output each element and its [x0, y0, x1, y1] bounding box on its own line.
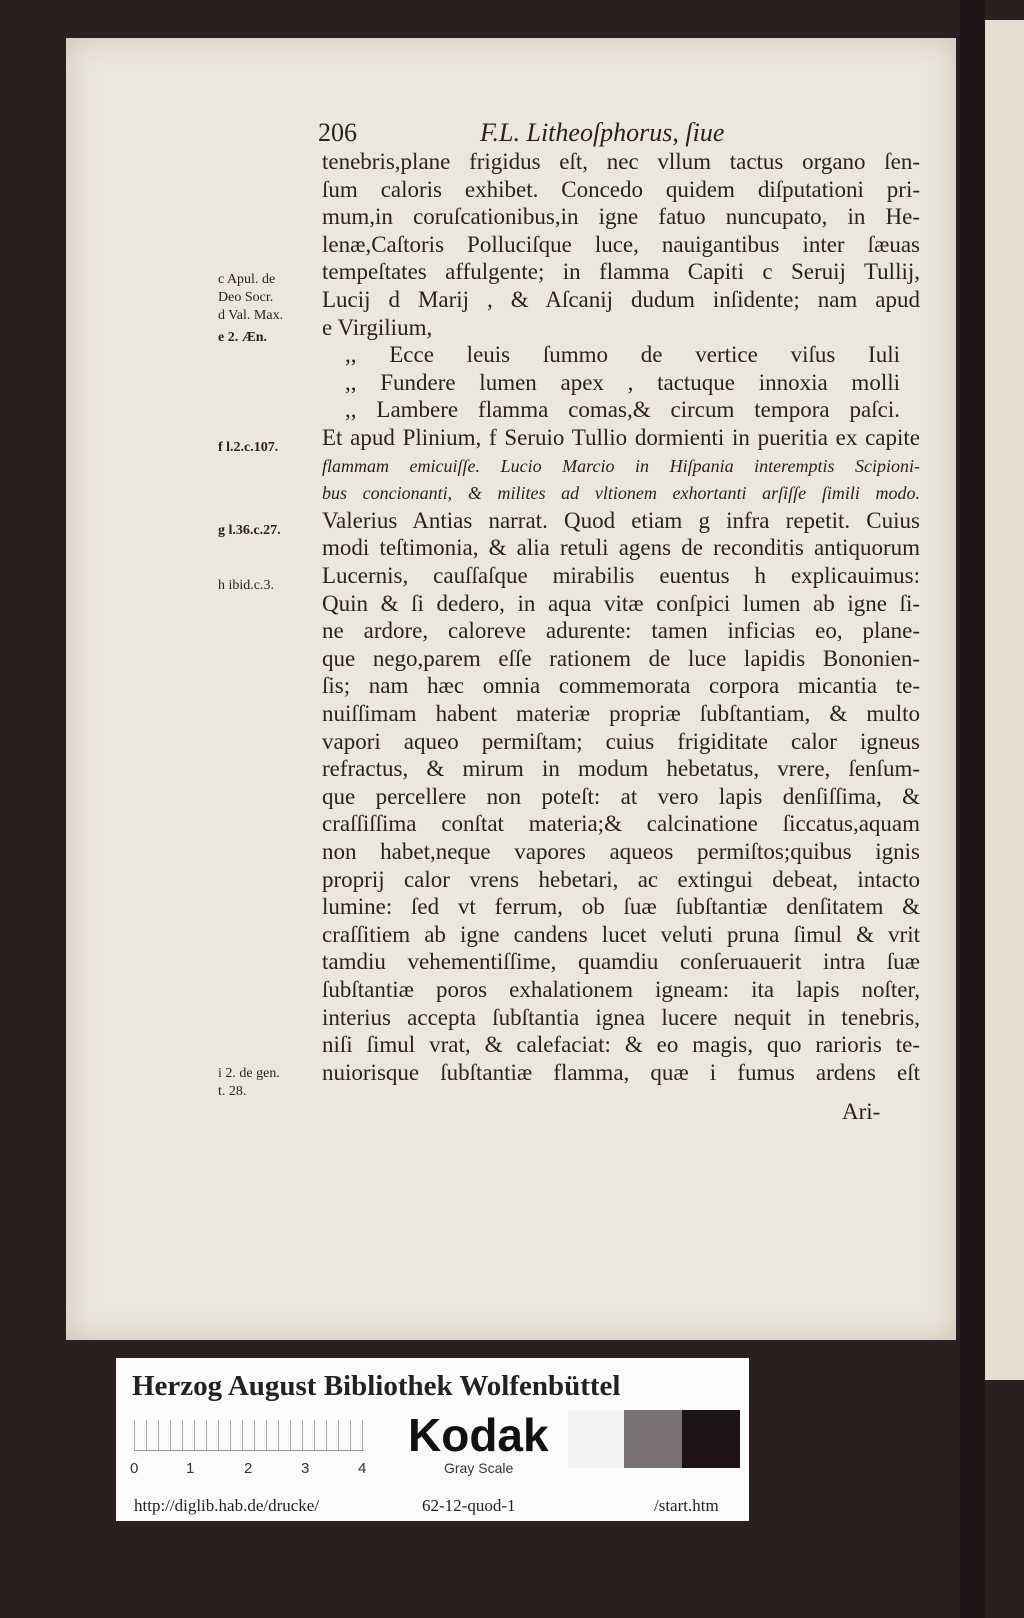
text-line: lenæ,Caſtoris Polluciſque luce, nauigantibus inter ſæuas — [322, 231, 920, 257]
text-line: e Virgilium, — [322, 314, 433, 340]
text-line: Quin & ſi dedero, in aqua vitæ conſpici lumen ab igne ſi- — [322, 590, 920, 616]
text-line: niſi ſimul vrat, & calefaciat: & eo magis, quo rarioris te- — [322, 1032, 920, 1058]
text-line: bus concionanti, & milites ad vltionem exhortanti arſiſſe ſimili modo. — [322, 483, 920, 504]
margin-note: h ibid.c.3. — [218, 578, 274, 593]
library-color-card — [116, 1358, 749, 1521]
text-line: lumine: ſed vt ferrum, ob ſuæ ſubſtantiæ denſitatem & — [322, 894, 920, 920]
gray-swatch — [568, 1410, 624, 1468]
text-line: Et apud Plinium, f Seruio Tullio dormienti in pueritia ex capite — [322, 425, 920, 450]
text-line: ſis; nam hæc omnia commemorata corpora micantia te- — [322, 673, 920, 699]
text-line: flammam emicuiſſe. Lucio Marcio in Hiſpania interemptis Scipioni- — [322, 455, 920, 476]
text-line: craſſiſſima conſtat materia;& calcinatione ſiccatus,aquam — [322, 811, 920, 837]
ruler-label: 2 — [244, 1460, 253, 1477]
margin-note: t. 28. — [218, 1084, 247, 1099]
text-line: que nego,parem eſſe rationem de luce lapidis Bononien- — [322, 645, 920, 671]
margin-note: d Val. Max. — [218, 308, 284, 323]
text-line: ,, Lambere flamma comas,& circum tempora paſci. — [345, 397, 900, 423]
margin-note: f l.2.c.107. — [218, 440, 279, 455]
facing-page-edge — [985, 20, 1024, 1380]
ruler-label: 0 — [130, 1460, 139, 1477]
text-line: ,, Ecce leuis ſummo de vertice viſus Iuli — [345, 342, 900, 368]
catchword: Ari- — [842, 1099, 881, 1124]
url-part: http://diglib.hab.de/drucke/ — [134, 1496, 320, 1515]
ruler-label: 3 — [301, 1460, 310, 1477]
text-line: ſum caloris exhibet. Concedo quidem diſputationi pri- — [322, 176, 920, 202]
text-line: ,, Fundere lumen apex , tactuque innoxia molli — [345, 369, 900, 395]
text-line: Lucernis, cauſſaſque mirabilis euentus h explicauimus: — [322, 563, 920, 588]
margin-note: c Apul. de — [218, 272, 276, 287]
ruler-label: 1 — [186, 1460, 195, 1477]
text-line: vapori aqueo permiſtam; cuius frigiditate calor igneus — [322, 728, 920, 754]
page-number: 206 — [318, 118, 357, 147]
url-part: /start.htm — [654, 1496, 719, 1515]
library-name: Herzog August Bibliothek Wolfenbüttel — [132, 1370, 621, 1402]
text-line: refractus, & mirum in modum hebetatus, vrere, ſenſum- — [322, 756, 920, 782]
text-line: tenebris,plane frigidus eſt, nec vllum tactus organo ſen- — [322, 149, 920, 174]
text-line: nuiſſimam habent materiæ propriæ ſubſtantiam, & multo — [322, 701, 920, 726]
url-part: 62-12-quod-1 — [422, 1496, 516, 1515]
text-line: interius accepta ſubſtantia ignea lucere nequit in tenebris, — [322, 1004, 920, 1030]
text-line: non habet,neque vapores aqueos permiſtos;quibus ignis — [322, 839, 920, 864]
text-line: mum,in coruſcationibus,in igne fatuo nuncupato, in He- — [322, 204, 920, 230]
text-line: ſubſtantiæ poros exhalationem igneam: ita lapis noſter, — [322, 977, 920, 1002]
text-line: proprij calor vrens hebetari, ac extingui debeat, intacto — [322, 866, 920, 892]
gray-swatch — [682, 1410, 740, 1468]
gray-swatch — [624, 1410, 682, 1468]
ruler-label: 4 — [358, 1460, 367, 1477]
text-line: tamdiu vehementiſſime, quamdiu conſeruauerit intra ſuæ — [322, 949, 920, 975]
running-head: F.L. Litheoſphorus, ſiue — [480, 118, 725, 147]
margin-note: g l.36.c.27. — [218, 523, 281, 538]
text-line: tempeſtates affulgente; in flamma Capiti c Seruij Tullij, — [322, 259, 920, 285]
kodak-logo: Kodak — [408, 1409, 549, 1461]
text-line: Valerius Antias narrat. Quod etiam g infra repetit. Cuius — [322, 507, 920, 533]
text-line: craſſitiem ab igne candens lucet veluti pruna ſimul & vrit — [322, 921, 920, 947]
margin-note: Deo Socr. — [218, 290, 274, 305]
text-line: que percellere non poteſt: at vero lapis denſiſſima, & — [322, 783, 920, 809]
gray-scale-label: Gray Scale — [444, 1460, 514, 1476]
text-line: Lucij d Marij , & Aſcanij dudum inſidente; nam apud — [322, 287, 920, 312]
margin-note: e 2. Æn. — [218, 330, 267, 345]
text-line: modi teſtimonia, & alia retuli agens de reconditis antiquorum — [322, 535, 920, 561]
text-line: ne ardore, caloreve adurente: tamen inficias eo, plane- — [322, 618, 920, 644]
ruler — [134, 1420, 364, 1451]
book-spine — [960, 0, 985, 1618]
text-line: nuiorisque ſubſtantiæ flamma, quæ i fumus ardens eſt — [322, 1059, 920, 1085]
margin-note: i 2. de gen. — [218, 1066, 280, 1081]
